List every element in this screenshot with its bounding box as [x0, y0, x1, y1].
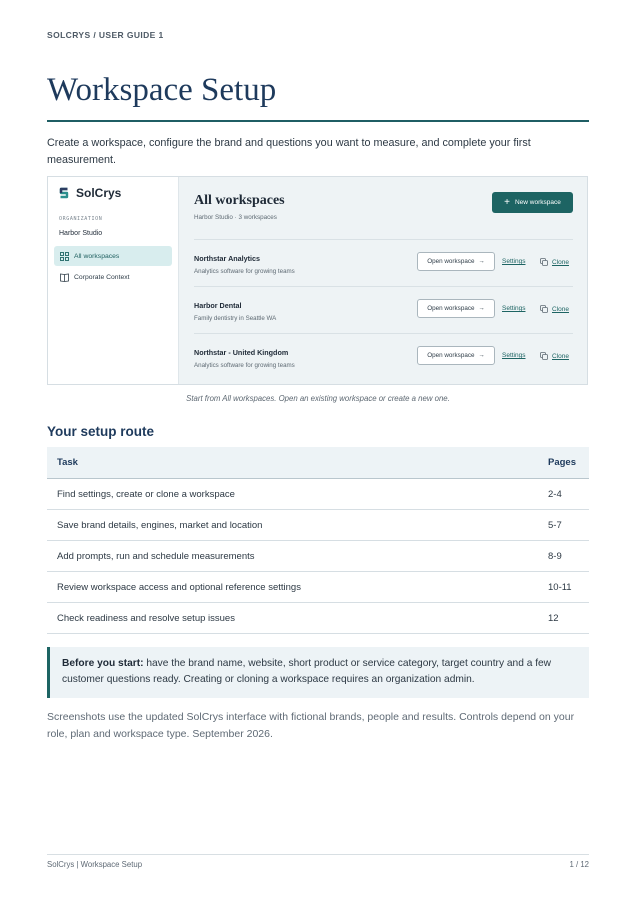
pages-cell: 8-9: [538, 541, 589, 572]
open-workspace-button[interactable]: [417, 346, 495, 365]
clone-label: Clone: [552, 352, 569, 360]
pages-cell: 10-11: [538, 572, 589, 603]
sidebar-item-label: Corporate Context: [74, 273, 130, 281]
section-title: Your setup route: [47, 424, 155, 439]
before-you-start-callout: [47, 647, 589, 698]
copy-icon: [540, 352, 548, 360]
callout-text: have the brand name, website, short product or service category, target country and a few customer questions ready. Creating or cloning a workspace requires an organization admin.: [62, 658, 552, 685]
workspaces-subheading: Harbor Studio · 3 workspaces: [194, 214, 277, 221]
clone-link[interactable]: [540, 305, 569, 313]
setup-route-table: [47, 447, 589, 634]
task-cell: Find settings, create or clone a workspace: [47, 479, 538, 510]
table-row: [47, 479, 589, 510]
task-cell: Check readiness and resolve setup issues: [47, 603, 538, 634]
organization-name: Harbor Studio: [59, 230, 103, 237]
workspace-description: Analytics software for growing teams: [194, 268, 295, 275]
copy-icon: [540, 258, 548, 266]
book-icon: [60, 273, 69, 282]
clone-link[interactable]: [540, 258, 569, 266]
clone-label: Clone: [552, 258, 569, 266]
pages-cell: 5-7: [538, 510, 589, 541]
workspace-row: [194, 239, 573, 287]
table-row: [47, 572, 589, 603]
intro-paragraph: Create a workspace, configure the brand and questions you want to measure, and complete your first measurement.: [47, 137, 531, 166]
arrow-right-icon: →: [478, 258, 485, 265]
footer-title: SolCrys | Workspace Setup: [47, 860, 143, 869]
solcrys-logo-icon: [57, 186, 71, 200]
screenshot-main: [179, 177, 587, 384]
workspace-description: Family dentistry in Seattle WA: [194, 315, 277, 322]
table-header-row: [47, 447, 589, 479]
table-row: [47, 510, 589, 541]
grid-icon: [60, 252, 69, 261]
copy-icon: [540, 305, 548, 313]
clone-label: Clone: [552, 305, 569, 313]
workspace-row: [194, 286, 573, 334]
open-workspace-button[interactable]: [417, 252, 495, 271]
page-title: Workspace Setup: [47, 72, 277, 108]
organization-label: ORGANIZATION: [59, 216, 103, 222]
arrow-right-icon: →: [478, 305, 485, 312]
callout-lead: Before you start:: [62, 658, 144, 669]
closing-note: Screenshots use the updated SolCrys interface with fictional brands, people and results. Controls depend on your role, plan and workspace type. September 2026.: [47, 711, 575, 740]
clone-link[interactable]: [540, 352, 569, 360]
sidebar-item-all-workspaces[interactable]: [54, 246, 172, 266]
settings-link[interactable]: Settings: [502, 352, 526, 359]
pages-cell: 12: [538, 603, 589, 634]
title-divider: [47, 120, 589, 122]
arrow-right-icon: →: [478, 352, 485, 359]
task-cell: Add prompts, run and schedule measurements: [47, 541, 538, 572]
open-workspace-label: Open workspace: [427, 258, 475, 265]
solcrys-logo: [57, 186, 121, 200]
footer-divider: [47, 854, 589, 855]
plus-icon: +: [504, 196, 510, 208]
page-number: 1 / 12: [569, 860, 589, 869]
guide-page: [47, 0, 589, 900]
settings-link[interactable]: Settings: [502, 258, 526, 265]
task-cell: Save brand details, engines, market and location: [47, 510, 538, 541]
workspace-name: Northstar Analytics: [194, 254, 261, 263]
workspace-row: [194, 333, 573, 381]
sidebar-item-label: All workspaces: [74, 252, 120, 260]
settings-link[interactable]: Settings: [502, 305, 526, 312]
task-cell: Review workspace access and optional reference settings: [47, 572, 538, 603]
workspace-name: Harbor Dental: [194, 301, 242, 310]
workspaces-heading: All workspaces: [194, 193, 285, 208]
sidebar-item-corporate-context[interactable]: [54, 267, 172, 287]
workspaces-screenshot: [47, 176, 588, 385]
screenshot-caption: Start from All workspaces. Open an existing workspace or create a new one.: [186, 394, 450, 403]
workspace-description: Analytics software for growing teams: [194, 362, 295, 369]
table-row: [47, 603, 589, 634]
new-workspace-label: New workspace: [514, 199, 561, 206]
workspace-name: Northstar - United Kingdom: [194, 348, 289, 357]
open-workspace-button[interactable]: [417, 299, 495, 318]
table-row: [47, 541, 589, 572]
open-workspace-label: Open workspace: [427, 352, 475, 359]
logo-text: SolCrys: [76, 186, 122, 200]
screenshot-sidebar: [48, 177, 179, 384]
pages-cell: 2-4: [538, 479, 589, 510]
new-workspace-button[interactable]: [492, 192, 573, 213]
column-header-task: Task: [47, 447, 538, 479]
breadcrumb: SOLCRYS / USER GUIDE 1: [47, 30, 164, 40]
column-header-pages: Pages: [538, 447, 589, 479]
open-workspace-label: Open workspace: [427, 305, 475, 312]
